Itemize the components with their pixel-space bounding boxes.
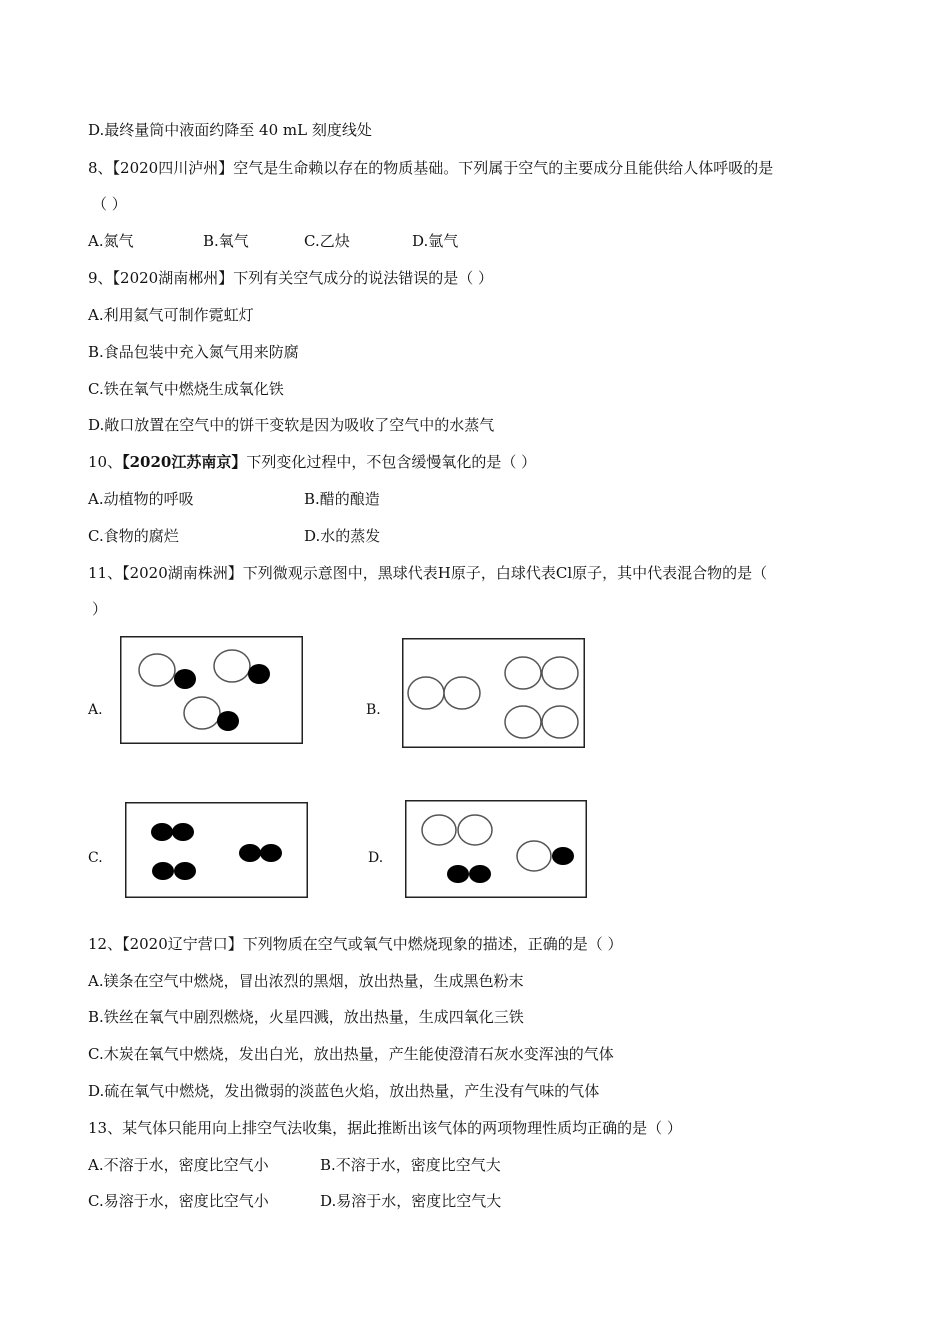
black-h-atom xyxy=(151,823,173,841)
q11-diagram-b-label: B. xyxy=(366,702,381,718)
q10-option-a: A.动植物的呼吸 xyxy=(88,490,194,508)
black-h-atom xyxy=(552,847,574,865)
q8-option-b: B.氧气 xyxy=(203,232,249,250)
white-cl-atom xyxy=(422,815,456,845)
q13-option-c: C.易溶于水，密度比空气小 xyxy=(88,1192,269,1210)
q8-option-c: C.乙炔 xyxy=(304,232,350,250)
hcl-molecule xyxy=(214,650,270,684)
q12-option-d: D.硫在氧气中燃烧，发出微弱的淡蓝色火焰，放出热量，产生没有气味的气体 xyxy=(88,1082,600,1100)
q10-option-d: D.水的蒸发 xyxy=(304,527,381,545)
q12-option-b: B.铁丝在氧气中剧烈燃烧，火星四溅，放出热量，生成四氧化三铁 xyxy=(88,1008,524,1026)
q10-stem xyxy=(88,452,536,472)
q9-option-d: D.敞口放置在空气中的饼干变软是因为吸收了空气中的水蒸气 xyxy=(88,416,495,434)
q8-option-a: A.氮气 xyxy=(88,232,134,250)
q13-option-d: D.易溶于水，密度比空气大 xyxy=(320,1192,502,1210)
q10-source: 【2020江苏南京】 xyxy=(122,453,247,471)
q8-answer-blank: （ ） xyxy=(92,195,127,213)
q8-stem: 8、【2020四川泸州】空气是生命赖以存在的物质基础。下列属于空气的主要成分且能供给人体呼吸的是 xyxy=(88,159,774,177)
cl2-molecule xyxy=(408,677,480,709)
white-cl-atom xyxy=(542,657,578,689)
black-h-atom xyxy=(217,711,239,731)
cl2-molecule xyxy=(505,657,578,689)
q13-option-b: B.不溶于水，密度比空气大 xyxy=(320,1156,501,1174)
q12-stem: 12、【2020辽宁营口】下列物质在空气或氧气中燃烧现象的描述，正确的是（ ） xyxy=(88,935,623,953)
h2-molecule xyxy=(152,862,196,880)
h2-molecule xyxy=(447,865,491,883)
q11-stem: 11、【2020湖南株洲】下列微观示意图中，黑球代表H原子，白球代表Cl原子，其中代表混合物的是（ xyxy=(88,564,768,582)
q11-diagram-c xyxy=(125,802,308,898)
black-h-atom xyxy=(248,664,270,684)
q13-option-a: A.不溶于水，密度比空气小 xyxy=(88,1156,269,1174)
q9-option-c: C.铁在氧气中燃烧生成氧化铁 xyxy=(88,380,284,398)
q11-diagram-d xyxy=(405,800,587,898)
black-h-atom xyxy=(174,669,196,689)
black-h-atom xyxy=(172,823,194,841)
black-h-atom xyxy=(174,862,196,880)
white-cl-atom xyxy=(458,815,492,845)
black-h-atom xyxy=(447,865,469,883)
q9-stem: 9、【2020湖南郴州】下列有关空气成分的说法错误的是（ ） xyxy=(88,269,493,287)
q9-option-b: B.食品包装中充入氮气用来防腐 xyxy=(88,343,299,361)
q10-number: 10、 xyxy=(88,453,123,471)
white-cl-atom xyxy=(505,657,541,689)
hcl-molecule xyxy=(184,697,239,731)
h2-molecule xyxy=(239,844,282,862)
q10-rest: 下列变化过程中，不包含缓慢氧化的是（ ） xyxy=(246,453,537,471)
white-cl-atom xyxy=(505,706,541,738)
white-cl-atom xyxy=(542,706,578,738)
h2-molecule xyxy=(151,823,194,841)
hcl-molecule xyxy=(517,841,574,871)
q11-diagram-c-label: C. xyxy=(88,850,103,866)
white-cl-atom xyxy=(517,841,551,871)
q11-diagram-d-label: D. xyxy=(368,850,384,866)
white-cl-atom xyxy=(139,654,175,686)
q9-option-a: A.利用氦气可制作霓虹灯 xyxy=(88,306,254,324)
hcl-molecule xyxy=(139,654,196,689)
black-h-atom xyxy=(239,844,261,862)
white-cl-atom xyxy=(444,677,480,709)
q11-stem-close: ） xyxy=(92,600,108,618)
q11-diagram-a xyxy=(120,636,303,744)
q13-stem: 13、某气体只能用向上排空气法收集，据此推断出该气体的两项物理性质均正确的是（ ） xyxy=(88,1119,682,1137)
q11-diagram-b xyxy=(402,638,585,748)
q11-diagram-a-label: A. xyxy=(88,702,103,718)
cl2-molecule xyxy=(505,706,578,738)
black-h-atom xyxy=(469,865,491,883)
cl2-molecule xyxy=(422,815,492,845)
q10-option-b: B.醋的酿造 xyxy=(304,490,380,508)
q10-option-c: C.食物的腐烂 xyxy=(88,527,179,545)
q7-option-d: D.最终量筒中液面约降至 40 mL 刻度线处 xyxy=(88,121,372,139)
black-h-atom xyxy=(260,844,282,862)
white-cl-atom xyxy=(214,650,250,682)
q8-option-d: D.氩气 xyxy=(412,232,459,250)
q12-option-c: C.木炭在氧气中燃烧，发出白光，放出热量，产生能使澄清石灰水变浑浊的气体 xyxy=(88,1045,614,1063)
white-cl-atom xyxy=(408,677,444,709)
white-cl-atom xyxy=(184,697,220,729)
black-h-atom xyxy=(152,862,174,880)
q12-option-a: A.镁条在空气中燃烧，冒出浓烈的黑烟，放出热量，生成黑色粉末 xyxy=(88,972,524,990)
